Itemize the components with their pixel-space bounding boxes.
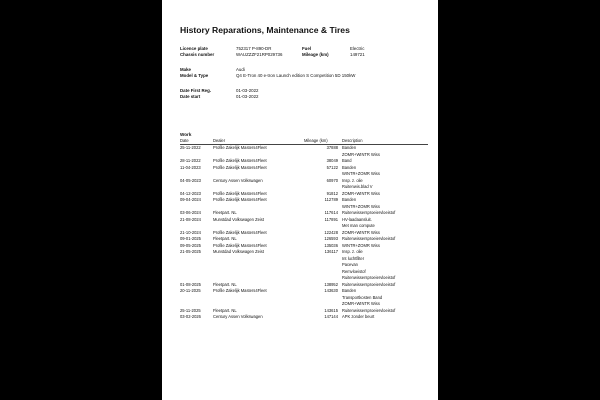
first-reg-label: Date First Reg. xyxy=(180,88,211,93)
chassis-label: Chassis number xyxy=(180,52,215,57)
row-description: WINTR+ZOMR Wiss xyxy=(342,203,380,209)
row-description: ZOMR+WINTR Wiss xyxy=(342,301,380,306)
row-description: Ruitenwissersproeiervloeistof xyxy=(342,210,396,215)
row-description: Pacevan xyxy=(342,262,358,267)
row-dealer: Fleetpart. NL xyxy=(213,210,237,215)
row-date: 25-11-2022 xyxy=(180,145,201,150)
row-description: Banden xyxy=(342,288,357,293)
row-date: 21-10-2024 xyxy=(180,229,201,235)
row-description: Band xyxy=(342,158,352,163)
row-description: APK zonder beurt xyxy=(342,314,375,319)
mileage-label: Mileage (km) xyxy=(302,52,329,57)
fuel-label: Fuel xyxy=(302,46,312,51)
info-row-chassis xyxy=(180,52,428,58)
model-label: Model & Type xyxy=(180,73,209,78)
info-row-model xyxy=(180,73,428,79)
row-mileage: 117614 xyxy=(324,210,338,215)
row-mileage: 117891 xyxy=(324,216,338,222)
fuel-value: Electric xyxy=(350,46,365,51)
row-dealer: Profile Zakelijk Masters4Fleet xyxy=(213,145,267,150)
model-value: Q4 E-Tron 40 e-tron Launch edition S Competition 5D 150kW xyxy=(236,73,356,78)
row-mileage: 138952 xyxy=(324,281,338,287)
row-dealer: Profile Zakelijk Masters4Fleet xyxy=(213,158,267,163)
row-description: Ruitenwissersproeiervloeistof xyxy=(342,307,396,313)
row-description: Banden xyxy=(342,145,357,150)
row-mileage: 60970 xyxy=(326,177,338,183)
work-table-body xyxy=(180,145,428,321)
row-date: 04-05-2023 xyxy=(180,177,201,183)
row-mileage: 57122 xyxy=(326,164,338,170)
header-dealer: Dealer xyxy=(213,138,226,143)
row-description: Int luchtfilter xyxy=(342,255,365,261)
row-mileage: 143630 xyxy=(324,288,338,293)
row-date: 03-06-2024 xyxy=(180,210,201,215)
row-mileage: 126593 xyxy=(324,236,338,241)
header-mileage: Mileage (km) xyxy=(304,138,328,143)
row-date: 25-11-2025 xyxy=(180,307,201,313)
document-title: History Reparations, Maintenance & Tires xyxy=(180,25,350,35)
row-mileage: 122428 xyxy=(324,229,338,235)
mileage-value: 149721 xyxy=(350,52,365,57)
row-dealer: Profile Zakelijk Masters4Fleet xyxy=(213,190,267,196)
row-mileage: 91812 xyxy=(326,190,338,196)
row-mileage: 112789 xyxy=(324,197,338,202)
start-label: Date start xyxy=(180,94,201,99)
row-description: WINTR+ZOMR Wiss xyxy=(342,242,380,248)
row-dealer: Profile Zakelijk Masters4Fleet xyxy=(213,164,267,170)
start-value: 01-03-2022 xyxy=(236,94,259,99)
info-row-start xyxy=(180,94,428,100)
row-description: Ruitenwissersproeiervloeistof xyxy=(342,281,396,287)
row-date: 09-04-2024 xyxy=(180,197,201,202)
row-dealer: Profile Zakelijk Masters4Fleet xyxy=(213,288,267,293)
row-description: Insp. z. olie xyxy=(342,177,363,183)
row-date: 03-02-2026 xyxy=(180,314,201,319)
row-date: 01-08-2025 xyxy=(180,281,201,287)
row-date: 11-04-2023 xyxy=(180,164,201,170)
row-description: Ruitenwissersproeiervloeistof xyxy=(342,275,396,280)
row-description: Met man compute xyxy=(342,223,375,228)
row-dealer: Munstdad Volkswagen Zeist xyxy=(213,216,264,222)
chassis-value: WAUZZZF21RP029736 xyxy=(236,52,283,57)
row-date: 21-08-2024 xyxy=(180,216,201,222)
row-description: Insp. z. olie xyxy=(342,249,363,254)
row-description: WINTR+ZOMR Wiss xyxy=(342,171,380,176)
row-mileage: 136117 xyxy=(324,249,338,254)
row-dealer: Fleetpart. NL xyxy=(213,236,237,241)
row-dealer: Profile Zakelijk Masters4Fleet xyxy=(213,197,267,202)
row-date: 09-01-2025 xyxy=(180,236,201,241)
license-value: 752317 P-890-DR xyxy=(236,46,272,51)
row-description: Transportkosten Band xyxy=(342,294,383,300)
row-description: Ruitenwissersproeiervloeistof xyxy=(342,236,396,241)
document-page xyxy=(162,0,438,400)
row-mileage: 147144 xyxy=(324,314,338,319)
header-description: Description xyxy=(342,138,363,143)
row-date: 20-11-2025 xyxy=(180,288,201,293)
row-dealer: Munstdad Volkswagen Zeist xyxy=(213,249,264,254)
row-description: ZOMR+WINTR Wiss xyxy=(342,190,380,196)
row-dealer: Fleetpart. NL xyxy=(213,307,237,313)
make-label: Make xyxy=(180,67,191,72)
row-mileage: 143615 xyxy=(324,307,338,313)
license-label: Licence plate xyxy=(180,46,208,51)
row-description: HV-laadaansluit. xyxy=(342,216,372,222)
vehicle-info xyxy=(180,46,428,100)
row-dealer: Profile Zakelijk Masters4Fleet xyxy=(213,242,267,248)
row-description: Banden xyxy=(342,164,357,170)
work-table-header xyxy=(180,138,428,145)
first-reg-value: 01-03-2022 xyxy=(236,88,259,93)
header-date: Date xyxy=(180,138,189,143)
row-description: Banden xyxy=(342,197,357,202)
row-description: ZOMR+WINTR Wiss xyxy=(342,229,380,235)
row-date: 09-05-2025 xyxy=(180,242,201,248)
row-mileage: 135036 xyxy=(324,242,338,248)
work-section-title: Work xyxy=(180,132,192,137)
row-dealer: Century Assen Volkswagen xyxy=(213,314,263,319)
row-dealer: Profile Zakelijk Masters4Fleet xyxy=(213,229,267,235)
row-mileage: 38049 xyxy=(326,158,338,163)
table-row xyxy=(180,314,428,321)
row-date: 04-12-2023 xyxy=(180,190,201,196)
row-description: Ruitenwis.blad V xyxy=(342,184,373,189)
row-dealer: Fleetpart. NL xyxy=(213,281,237,287)
row-date: 28-11-2022 xyxy=(180,158,201,163)
row-mileage: 37888 xyxy=(326,145,338,150)
row-description: ZOMR+WINTR Wiss xyxy=(342,151,380,157)
document-content xyxy=(180,25,428,319)
row-description: Remvloeistof xyxy=(342,268,366,274)
row-date: 21-05-2025 xyxy=(180,249,201,254)
work-table xyxy=(180,138,428,321)
row-dealer: Century Assen Volkswagen xyxy=(213,177,263,183)
make-value: Audi xyxy=(236,67,245,72)
